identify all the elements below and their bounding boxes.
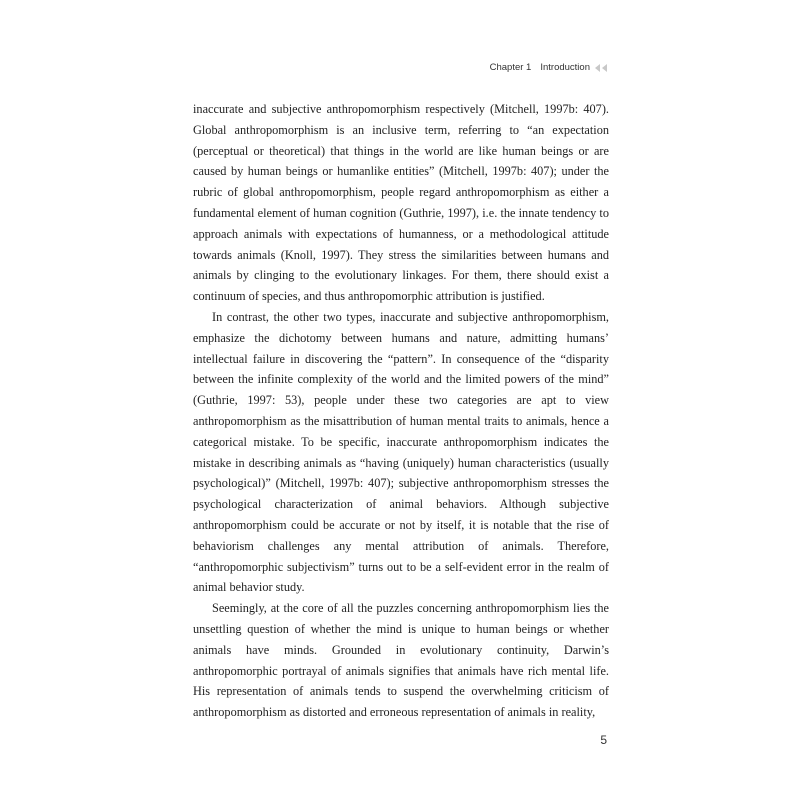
page-number: 5: [600, 733, 607, 747]
running-header: [490, 62, 608, 73]
page-body: [193, 99, 609, 723]
paragraph-core-question: Seemingly, at the core of all the puzzles concerning anthropomorphism lies the unsettling question of whether the mind is unique to human beings or whether animals have minds. Grounded in evolutionary continuity, Darwin’s anthropomorphic portrayal of animals signifies that animals have rich mental life. His representation of animals tends to suspend the overwhelming criticism of anthropomorphism as distorted and erroneous representation of animals in reality,: [193, 601, 609, 720]
paragraph-contrast: In contrast, the other two types, inaccurate and subjective anthropomorphism, emphasize the dichotomy between humans and nature, admitting humans’ intellectual failure in discovering the “pattern”. In consequence of the “disparity between the infinite complexity of the world and the limited powers of the mind” (Guthrie, 1997: 53), people under these two categories are apt to view anthropomorphism as the misattribution of human mental traits to animals, hence a categorical mistake. To be specific, inaccurate anthropomorphism indicates the mistake in describing animals as “having (uniquely) human characteristics (usually psychological)” (Mitchell, 1997b: 407); subjective anthropomorphism stresses the psychological characterization of animal behaviors. Although subjective anthropomorphism could be accurate or not by itself, it is notable that the rise of behaviorism challenges any mental attribution of animals. Therefore, “anthropomorphic subjectivism” turns out to be a self-evident error in the realm of animal behavior study.: [193, 309, 609, 595]
section-title: Introduction: [540, 62, 590, 73]
chapter-label: Chapter 1: [489, 62, 532, 73]
paragraph-continued: inaccurate and subjective anthropomorphism respectively (Mitchell, 1997b: 407). Global anthropomorphism is an inclusive term, referring to “an expectation (perceptual or theoretical) that things in the world are like human beings or are caused by human beings or humanlike entities” (Mitchell, 1997b: 407); under the rubric of global anthropomorphism, people regard anthropomorphism as either a fundamental element of human cognition (Guthrie, 1997), i.e. the innate tendency to approach animals with expectations of humanness, or a methodological attitude towards animals (Knoll, 1997). They stress the similarities between humans and animals by clinging to the evolutionary linkages. For them, there should exist a continuum of species, and thus anthropomorphic attribution is justified.: [193, 102, 609, 304]
double-triangle-left-icon: [594, 63, 608, 73]
